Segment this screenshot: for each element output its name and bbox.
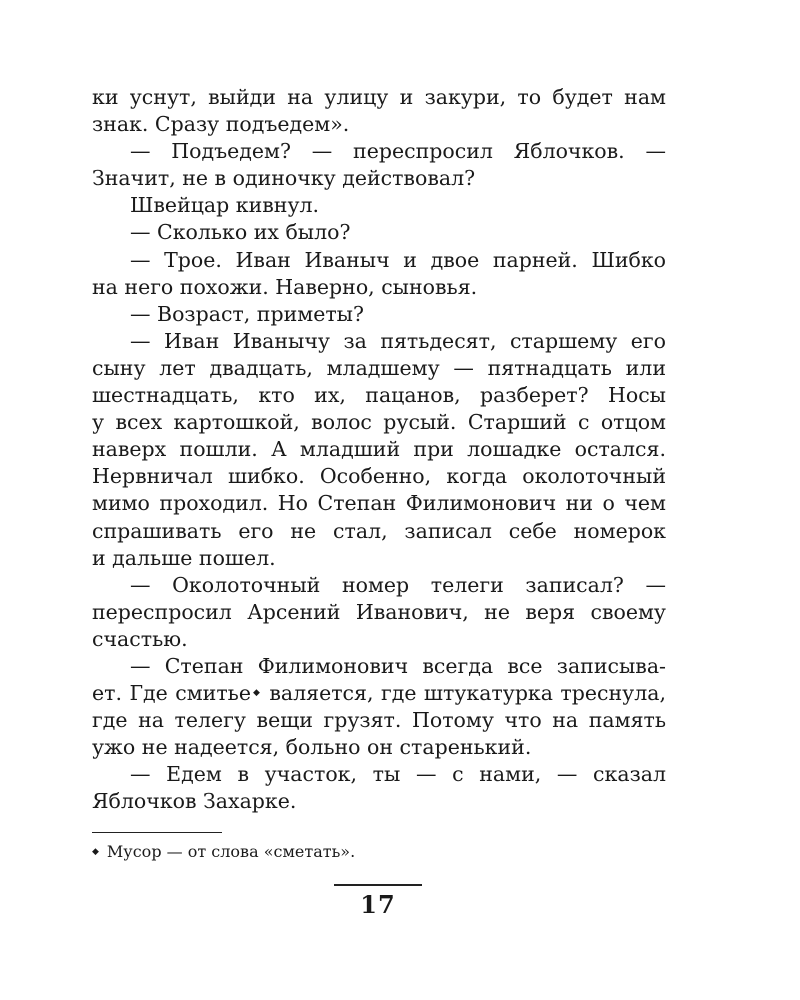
footnote-marker-icon: ◆ (92, 847, 99, 857)
text-line (92, 680, 666, 707)
text-line: Яблочков Захарке. (92, 789, 297, 814)
text-line: — Сколько их было? (130, 220, 351, 245)
text-line: ки уснут, выйди на улицу и закури, то будет нам (92, 85, 666, 109)
text-line: переспросил Арсений Иванович, не веря своему (92, 599, 666, 624)
text-line: ужо не надеется, больно он старенький. (92, 735, 532, 760)
page-number-divider (334, 884, 422, 886)
text-line: мимо проходил. Но Степан Филимонович ни о чем (92, 491, 666, 516)
text-line: где на телегу вещи грузят. Потому что на память (92, 708, 666, 733)
text-line: наверх пошли. А младший при лошадке остался. (92, 437, 666, 462)
footnote-divider (92, 832, 222, 833)
text-line: и дальше пошел. (92, 545, 276, 570)
text-line: — Околоточный номер телеги записал? — (130, 572, 666, 597)
text-line: — Возраст, приметы? (130, 301, 364, 326)
text-line: шестнадцать, кто их, пацанов, разберет? Носы (92, 383, 666, 408)
body-text (92, 84, 666, 816)
text-line: сыну лет двадцать, младшему — пятнадцать или (92, 355, 666, 380)
text-line: Значит, не в одиночку действовал? (92, 166, 476, 191)
text-line: спрашивать его не стал, записал себе номерок (92, 518, 666, 543)
text-line: Нервничал шибко. Особенно, когда околоточный (92, 464, 666, 489)
text-line: на него похожи. Наверно, сыновья. (92, 274, 478, 299)
text-line: — Трое. Иван Иваныч и двое парней. Шибко (130, 247, 666, 272)
text-line: — Иван Иванычу за пятьдесят, старшему его (130, 328, 666, 353)
text-line: знак. Сразу подъедем». (92, 112, 350, 137)
text-line: — Едем в участок, ты — с нами, — сказал (130, 762, 666, 787)
footnote-marker-icon: ◆ (252, 688, 260, 699)
text-segment: валяется, где штукатурка треснула, (261, 681, 666, 706)
page-number: 17 (360, 890, 396, 919)
text-segment: ет. Где смитье (92, 681, 251, 706)
text-line: — Степан Филимонович всегда все записыва- (130, 653, 666, 678)
text-line: — Подъедем? — переспросил Яблочков. — (130, 139, 666, 164)
footnote-text: Мусор — от слова «сметать». (106, 842, 356, 861)
text-line: у всех картошкой, волос русый. Старший с отцом (92, 410, 666, 435)
text-line: счастью. (92, 626, 188, 651)
footnote (92, 841, 355, 863)
text-line: Швейцар кивнул. (130, 193, 320, 218)
